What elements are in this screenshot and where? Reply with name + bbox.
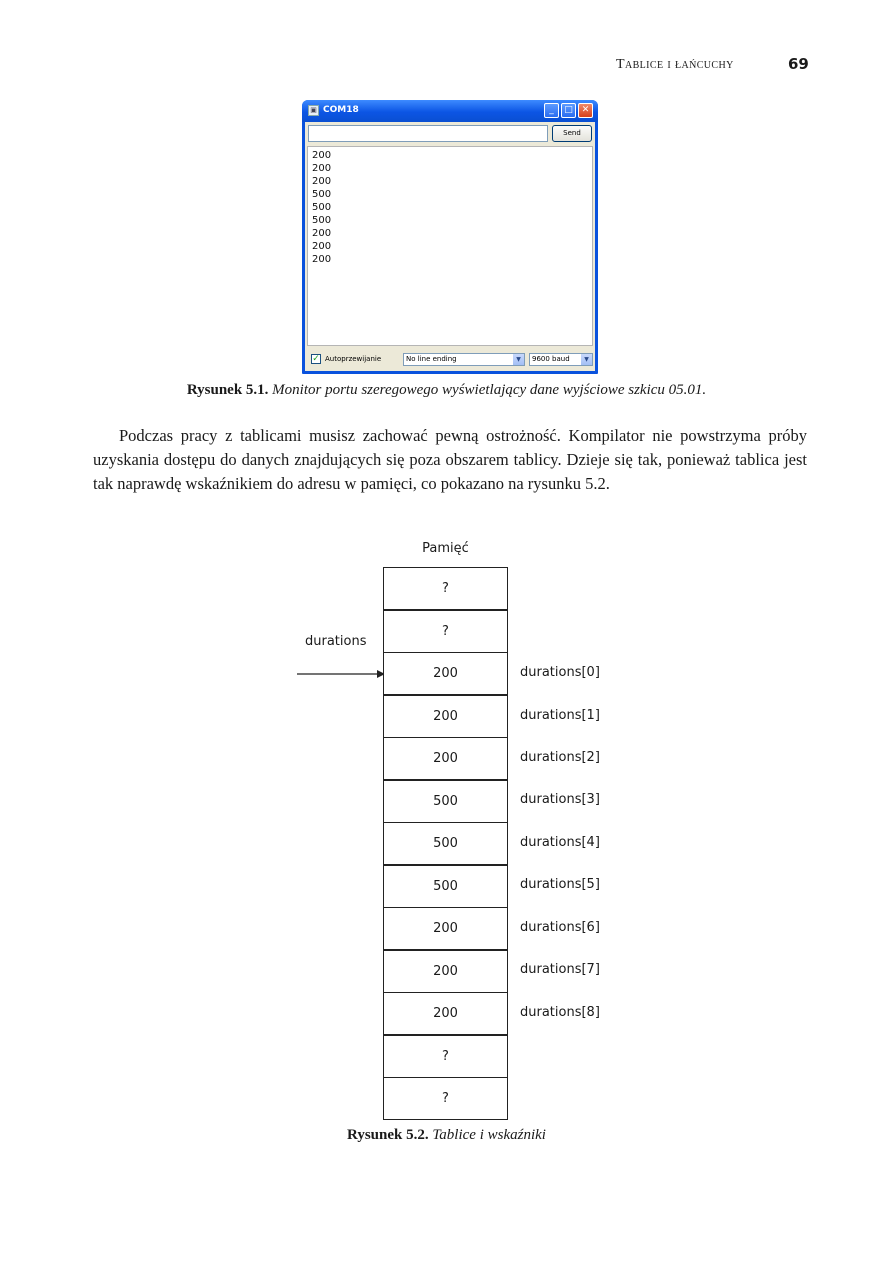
output-line: 200 [312,176,332,187]
figure-1-caption [0,382,893,399]
output-line: 500 [312,189,332,200]
memory-cell: 500 [383,865,508,908]
output-line: 200 [312,163,332,174]
figure-2-label: Rysunek 5.2. [347,1127,429,1143]
window-title: COM18 [323,105,359,115]
output-line: 500 [312,215,332,226]
memory-cell: ? [383,610,508,653]
output-line: 200 [312,228,332,239]
index-label: durations[4] [520,835,600,850]
index-label: durations[2] [520,750,600,765]
title-bar[interactable] [302,100,598,122]
index-label: durations[1] [520,708,600,723]
minimize-icon[interactable]: _ [544,103,559,118]
status-bar [305,348,595,371]
memory-cell: 200 [383,695,508,738]
body-paragraph [93,424,807,496]
output-line: 200 [312,254,332,265]
send-input[interactable] [308,125,548,142]
output-line: 500 [312,202,332,213]
autoscroll-label: Autoprzewijanie [325,355,382,363]
memory-cell: 500 [383,780,508,823]
memory-cell: 200 [383,992,508,1035]
output-line: 200 [312,241,332,252]
index-label: durations[6] [520,920,600,935]
index-label: durations[8] [520,1005,600,1020]
baud-rate-value: 9600 baud [532,355,570,363]
memory-cell: 200 [383,950,508,993]
memory-cell: 200 [383,652,508,695]
window-client [305,122,595,371]
memory-title: Pamięć [422,541,469,556]
body-paragraph-text: Podczas pracy z tablicami musisz zachować pewną ostrożność. Kompilator nie powstrzyma próby uzyskania dostępu do danych znajdujących się poza obszarem tablicy. Dzieje się tak, ponieważ tablica jest tak naprawdę wskaźnikiem do adresu w pamięci, co pokazano na rysunku 5.2. [93,426,807,493]
line-ending-value: No line ending [406,355,457,363]
chevron-down-icon[interactable]: ▼ [581,354,592,365]
pointer-label: durations [305,634,367,649]
line-ending-select[interactable] [403,353,525,366]
autoscroll-checkbox[interactable]: ✓ [312,354,320,364]
memory-cell: ? [383,567,508,610]
running-head: Tablice i łańcuchy [616,57,734,72]
memory-cell: 500 [383,822,508,865]
close-icon[interactable]: ✕ [578,103,593,118]
memory-cell: ? [383,1077,508,1120]
baud-rate-select[interactable] [529,353,593,366]
app-icon: ▣ [308,105,319,116]
output-line: 200 [312,150,332,161]
index-label: durations[0] [520,665,600,680]
memory-cell: 200 [383,907,508,950]
index-label: durations[5] [520,877,600,892]
serial-output[interactable] [307,146,593,346]
pointer-arrow-icon [297,665,385,683]
figure-2-text: Tablice i wskaźniki [432,1127,546,1143]
maximize-icon[interactable]: □ [561,103,576,118]
index-label: durations[7] [520,962,600,977]
page-number: 69 [788,55,809,73]
chevron-down-icon[interactable]: ▼ [513,354,524,365]
index-label: durations[3] [520,792,600,807]
figure-1-text: Monitor portu szeregowego wyświetlający dane wyjściowe szkicu 05.01. [272,382,707,398]
send-button[interactable]: Send [552,125,592,142]
memory-cell: 200 [383,737,508,780]
memory-cell: ? [383,1035,508,1078]
figure-1-label: Rysunek 5.1. [186,382,269,398]
serial-monitor-window [302,100,598,374]
figure-2-caption [0,1127,893,1144]
